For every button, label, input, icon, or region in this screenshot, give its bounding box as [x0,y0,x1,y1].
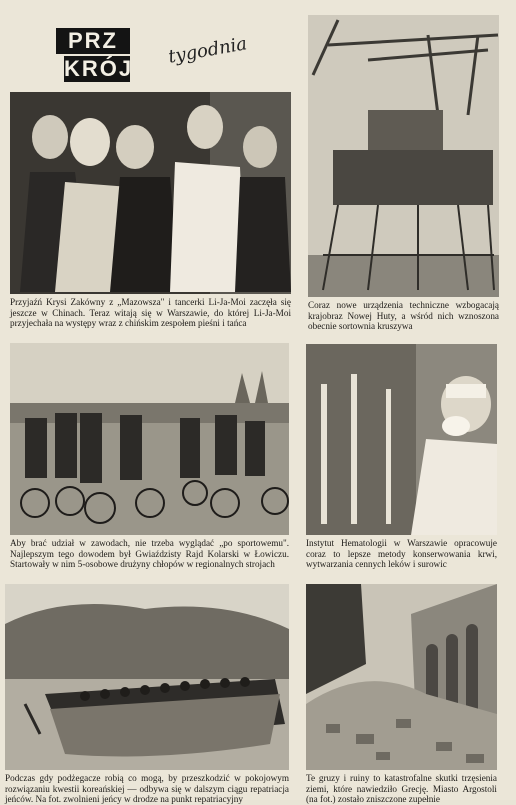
photo-crane [308,15,499,297]
logo-bottom: KRÓJ [64,56,134,81]
photo-dancers [10,92,291,294]
logo-top: PRZ [56,28,130,54]
masthead-subtitle: tygodnia [166,33,249,68]
photo-ruins [306,584,497,770]
caption-dancers: Przyjaźń Krysi Zakówny z „Mazowsza" i tancerki Li-Ja-Moi zaczęła się jeszcze w Chinach. Teraz witają się w Warszawie, do której Li-Ja-Moi przyjechała na występy wraz z chińskim zespołem pieśni i tańca [10,297,291,329]
photo-boat [5,584,289,770]
photo-cyclists [10,343,289,535]
caption-crane: Coraz nowe urządzenia techniczne wzbogacają krajobraz Nowej Huty, a wśród nich wznoszona obecnie sortownia kruszywa [308,300,499,332]
caption-ruins: Te gruzy i ruiny to katastrofalne skutki trzęsienia ziemi, które nawiedziło Grecję. Miasto Argostoli (na fot.) zostało zniszczone zupełnie [306,773,497,805]
photo-laboratory [306,344,497,535]
caption-cyclists: Aby brać udział w zawodach, nie trzeba wyglądać „po sportowemu". Najlepszym tego dowodem był Gwiaździsty Rajd Kolarski w Łowiczu. Startowały w nim 5-osobowe drużyny chłopów w regionalnych strojach [10,538,289,570]
caption-boat: Podczas gdy podżegacze robią co mogą, by przeszkodzić w pokojowym rozwiązaniu kwestii koreańskiej — odbywa się w dalszym ciągu repatriacja jeńców. Na fot. zwolnieni jeńcy w drodze na punkt repatriacyjny [5,773,289,805]
caption-laboratory: Instytut Hematologii w Warszawie opracowuje coraz to lepsze metody konserwowania krwi, wytwarzania cennych leków i surowic [306,538,497,570]
masthead [56,24,256,90]
